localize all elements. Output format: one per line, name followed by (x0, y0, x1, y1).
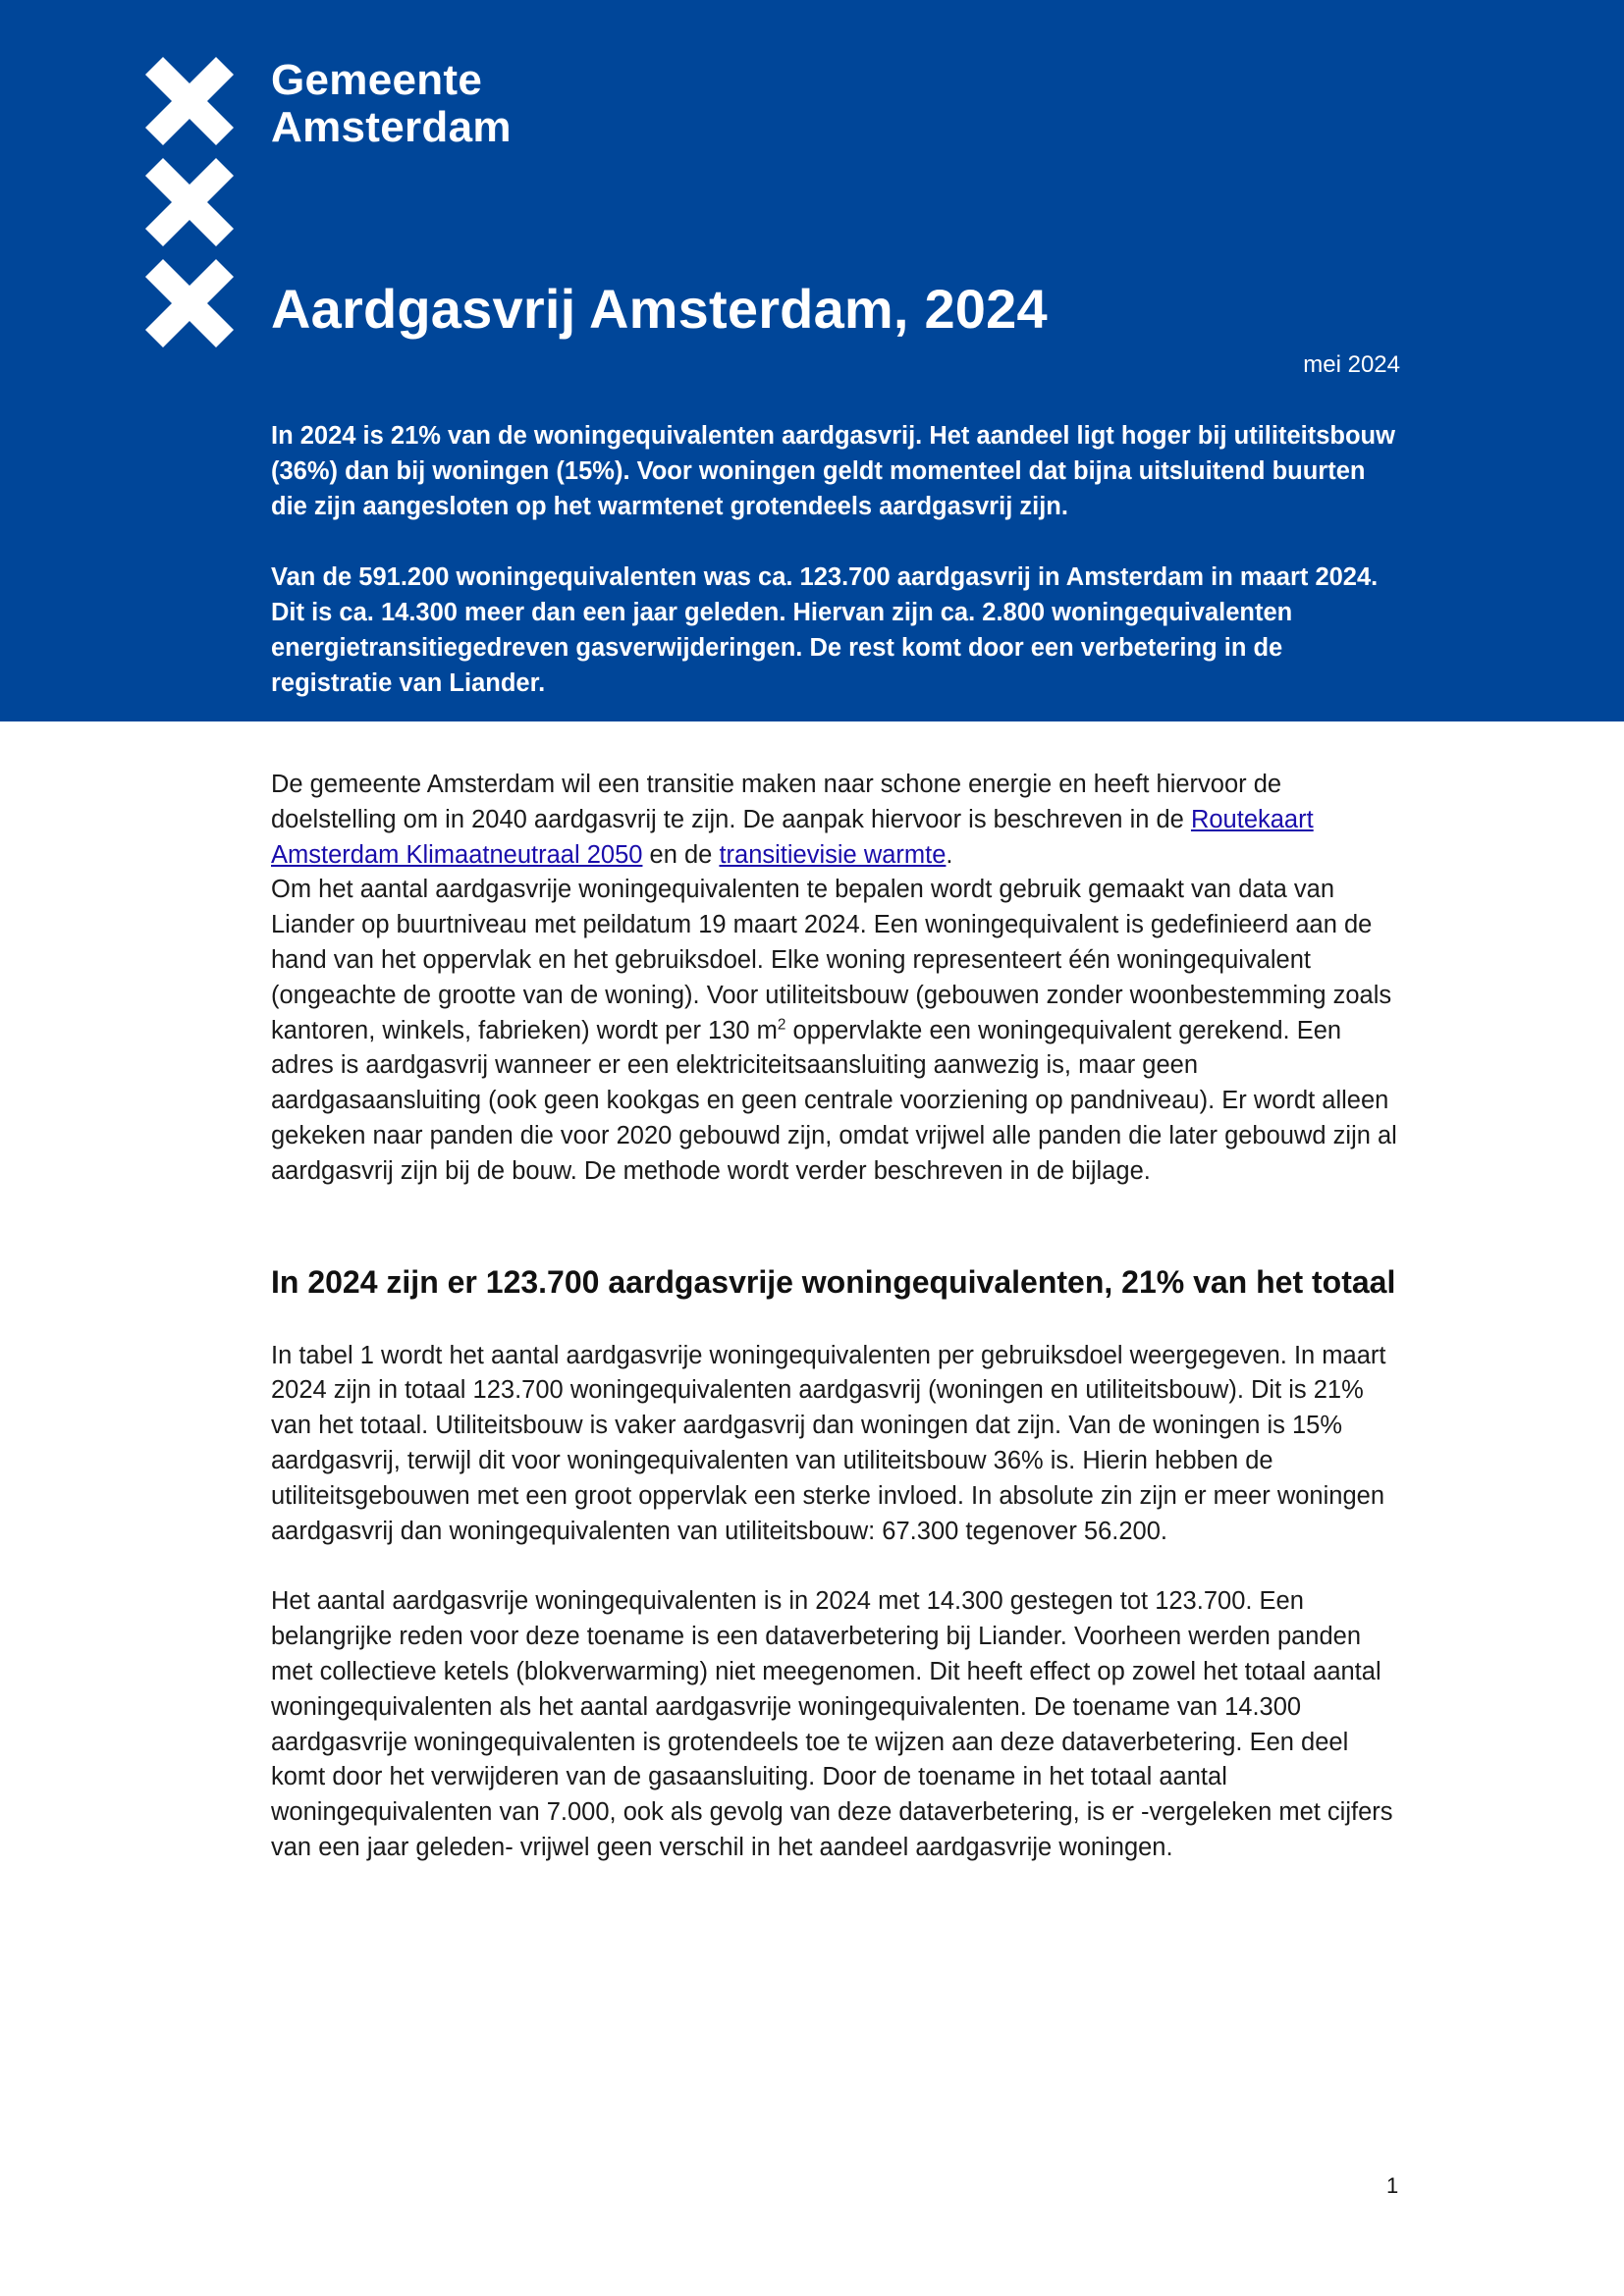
intro-paragraph-2 (271, 873, 1405, 1189)
body-paragraph: In tabel 1 wordt het aantal aardgasvrije woningequivalenten per gebruiksdoel weergegeven. In maart 2024 zijn in totaal 123.700 woningequivalenten aardgasvrij (woningen en utiliteitsbouw). Dit is 21% van het totaal. Utiliteitsbouw is vaker aardgasvrij dan woningen dat zijn. Van de woningen is 15% aardgasvrij, terwijl dit voor woningequivalenten van utiliteitsbouw 36% is. Hierin hebben de utiliteitsgebouwen met een groot oppervlak een sterke invloed. In absolute zin zijn er meer woningen aardgasvrij dan woningequivalenten van utiliteitsbouw: 67.300 tegenover 56.200. (271, 1341, 1386, 1545)
method-text: Om het aantal aardgasvrije woningequivalenten te bepalen wordt gebruik gemaakt van data van Liander op buurtniveau met peildatum 19 maart 2024. Een woningequivalent is gedefinieerd aan de hand van het oppervlak en het gebruiksdoel. Elke woning representeert één woningequivalent (ongeachte de grootte van de woning). Voor utiliteitsbouw (gebouwen zonder woonbestemming zoals kantoren, winkels, fabrieken) wordt per 130 m (271, 876, 1392, 1044)
summary-paragraph: Van de 591.200 woningequivalenten was ca. 123.700 aardgasvrij in Amsterdam in maart 2024. Dit is ca. 14.300 meer dan een jaar geleden. Hiervan zijn ca. 2.800 woningequivalenten energietransitiegedreven gasverwijderingen. De rest komt door een verbetering in de registratie van Liander. (271, 563, 1379, 697)
intro-paragraph-1 (271, 768, 1405, 873)
intro-text: en de (642, 840, 720, 869)
intro-text: . (946, 840, 953, 869)
page-title: Aardgasvrij Amsterdam, 2024 (271, 278, 1048, 340)
method-text: oppervlakte een woningequivalent gerekend. Een adres is aardgasvrij wanneer er een elektriciteitsaansluiting aanwezig is, maar geen aardgasaansluiting (ook geen kookgas en geen centrale voorziening op pandniveau). Er wordt alleen gekeken naar panden die voor 2020 gebouwd zijn, omdat vrijwel alle panden die later gebouwd zijn al aardgasvrij zijn bij de bouw. De methode wordt verder beschreven in de bijlage. (271, 1016, 1397, 1185)
transitievisie-link[interactable]: transitievisie warmte (719, 840, 947, 869)
cross-icon (145, 158, 234, 246)
page-number: 1 (1386, 2173, 1399, 2198)
spacer (271, 1190, 1405, 1260)
main-content (271, 768, 1405, 1866)
summary-paragraph: In 2024 is 21% van de woningequivalenten aardgasvrij. Het aandeel ligt hoger bij utiliteitsbouw (36%) dan bij woningen (15%). Voor woningen geldt momenteel dat bijna uitsluitend buurten die zijn aangesloten op het warmtenet grotendeels aardgasvrij zijn. (271, 422, 1395, 520)
section-heading: In 2024 zijn er 123.700 aardgasvrije woningequivalenten, 21% van het totaal (271, 1263, 1396, 1300)
logo-line-2: Amsterdam (271, 103, 512, 151)
header-banner (0, 0, 1624, 721)
superscript: 2 (777, 1016, 786, 1034)
body-paragraph: Het aantal aardgasvrije woningequivalenten is in 2024 met 14.300 gestegen tot 123.700. Een belangrijke reden voor deze toename is een dataverbetering bij Liander. Voorheen werden panden met collectieve ketels (blokverwarming) niet meegenomen. Dit heeft effect op zowel het totaal aantal woningequivalenten als het aantal aardgasvrije woningequivalenten. De toename van 14.300 aardgasvrije woningequivalenten is grotendeels toe te wijzen aan deze dataverbetering. Een deel komt door het verwijderen van de gasaansluiting. Door de toename in het totaal aantal woningequivalenten van 7.000, ook als gevolg van deze dataverbetering, is er -vergeleken met cijfers van een jaar geleden- vrijwel geen verschil in het aandeel aardgasvrije woningen. (271, 1587, 1393, 1861)
publication-date: mei 2024 (1303, 351, 1400, 378)
cross-icon (145, 259, 234, 347)
summary-block (271, 418, 1400, 736)
spacer (271, 1549, 1405, 1584)
routekaart-link[interactable]: Routekaart Amsterdam Klimaatneutraal 2050 (271, 805, 1314, 869)
cross-icon (145, 57, 234, 145)
intro-text: De gemeente Amsterdam wil een transitie maken naar schone energie en heeft hiervoor de doelstelling om in 2040 aardgasvrij te zijn. De aanpak hiervoor is beschreven in de (271, 771, 1282, 833)
logo-wordmark (271, 57, 512, 151)
logo-line-1: Gemeente (271, 56, 483, 104)
